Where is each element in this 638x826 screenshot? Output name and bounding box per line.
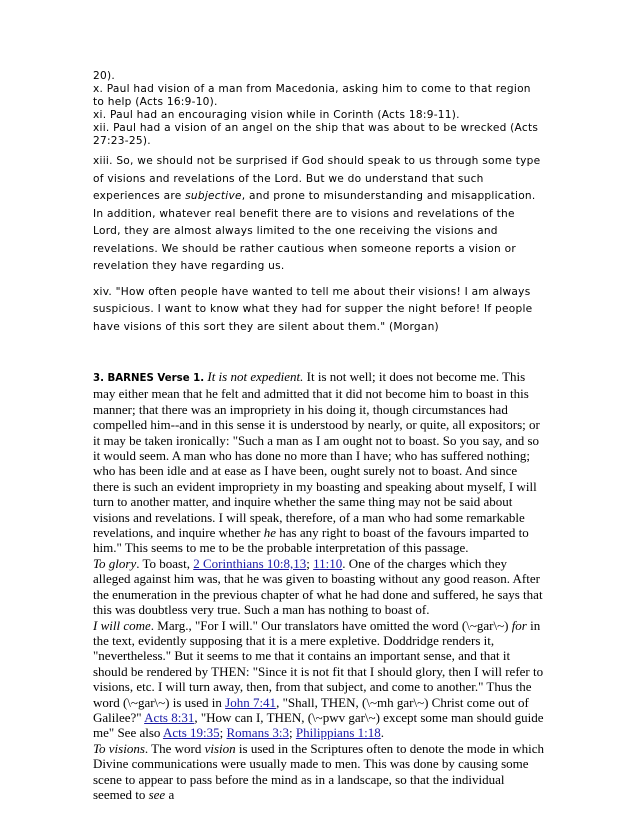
list-item: xii. Paul had a vision of an angel on the ship that was about to be wrecked (Acts 27:23-25). (93, 122, 539, 147)
scripture-link[interactable]: 11:10 (313, 555, 343, 571)
text-run: It is not well; it does not become me. This may either mean that he felt and admitted that it did not become him to boast in this manner; that there was an impropriety in his doing it, though circumstances had compelled him--and in this sense it is understood by nearly, or quite, all expositors; or it may be taken ironically: "Such a man as I am ought not to boast. So you say, and so it would seem. A man who has done no more than I have; who has suffered nothing; who has been idle and at ease as I have been, ought surely not to boast. And since there is such an evident impropriety in my boasting and speaking about myself, I will turn to another matter, and inquire whether the same thing may not be said about visions and revelations. I will speak, therefore, of a man who had some remarkable revelations, and inquire whether (93, 369, 540, 541)
lead-phrase: To visions (93, 740, 145, 756)
text-run: is used in the Scriptures often to denote the mode in which Divine communications were usually made to men. This was done by causing some scene to appear to pass before the mind as in a landscape, so that the individual seemed to (93, 740, 544, 802)
text-run: , "How can I, THEN, (\~pwv gar\~) except some man should guide me" See also (93, 709, 544, 741)
text-run: . Marg., "For I will." Our translators have omitted the word (\~gar\~) (150, 617, 512, 633)
text-run: in the text, evidently supposing that it is a mere expletive. Doddridge renders it, "nevertheless." But it seems to me that it contains an important sense, and that it should be rendered by THEN: "Since it is not fit that I should glory, then I will refer to visions, etc. I will turn away, then, from that subject, and come to another." Thus the word (\~gar\~) is used in (93, 617, 544, 710)
paragraph-xiv: xiv. "How often people have wanted to tell me about their visions! I am always suspicious. I want to know what they had for supper the night before! If people have visions of this sort they are silent about them." (Morgan) (93, 285, 533, 333)
text-run: ; (219, 725, 227, 741)
emphasis: subjective (185, 190, 242, 202)
lead-phrase: To glory (93, 555, 137, 571)
section-heading: 3. BARNES Verse 1. (93, 373, 205, 384)
document-page (93, 70, 545, 802)
lead-phrase: It is not expedient. (207, 369, 304, 384)
list-item: x. Paul had vision of a man from Macedonia, asking him to come to that region to help (Acts 16:9-10). (93, 83, 531, 108)
scripture-link[interactable]: John 7:41 (225, 694, 277, 710)
text-run: a (165, 786, 175, 802)
text-run: ; (306, 555, 314, 571)
scripture-link[interactable]: Acts 19:35 (162, 725, 220, 741)
scripture-link[interactable]: Romans 3:3 (226, 725, 289, 741)
text-run: . (380, 725, 384, 741)
scripture-link[interactable]: 2 Corinthians 10:8,13 (193, 555, 307, 571)
visions-list (93, 70, 545, 148)
scripture-link[interactable]: Philippians 1:18 (295, 725, 381, 741)
lead-phrase: I will come (93, 617, 151, 633)
barnes-paragraph-1 (93, 369, 545, 556)
text-run: . The word (144, 740, 205, 756)
emphasis: vision (204, 740, 236, 756)
text-run: . One of the charges which they alleged against him was, that he was given to boasting without any good reason. After the enumeration in the previous chapter of what he had done and suffered, he says that this was doubtless very true. Such a man has nothing to boast of. (93, 555, 543, 618)
text-run: , "Shall, THEN, (\~mh gar\~) Christ come out of Galilee?" (93, 694, 529, 725)
text-run: has any right to boast of the favours imparted to him." This seems to me to be the probable interpretation of this passage. (93, 525, 529, 556)
text-run: . To boast, (136, 555, 194, 571)
emphasis: for (511, 617, 527, 633)
text-run: , and prone to misunderstanding and misapplication. In addition, whatever real benefit there are to visions and revelations of the Lord, they are almost always limited to the one receiving the visions and revelations. We should be rather cautious when someone reports a vision or revelation they have regarding us. (93, 190, 536, 272)
barnes-paragraph-3 (93, 618, 545, 741)
text-run: ; (289, 725, 296, 741)
list-item: xi. Paul had an encouraging vision while in Corinth (Acts 18:9-11). (93, 109, 460, 121)
barnes-paragraph-4 (93, 741, 545, 803)
text-run: xiii. So, we should not be surprised if God should speak to us through some type of visions and revelations of the Lord. But we do understand that such experiences are (93, 155, 541, 202)
emphasis: see (148, 786, 166, 802)
scripture-link[interactable]: Acts 8:31 (144, 709, 195, 725)
barnes-paragraph-2 (93, 556, 545, 618)
list-item: 20). (93, 70, 115, 82)
paragraph-xiii (93, 153, 545, 276)
emphasis: he (263, 525, 277, 541)
